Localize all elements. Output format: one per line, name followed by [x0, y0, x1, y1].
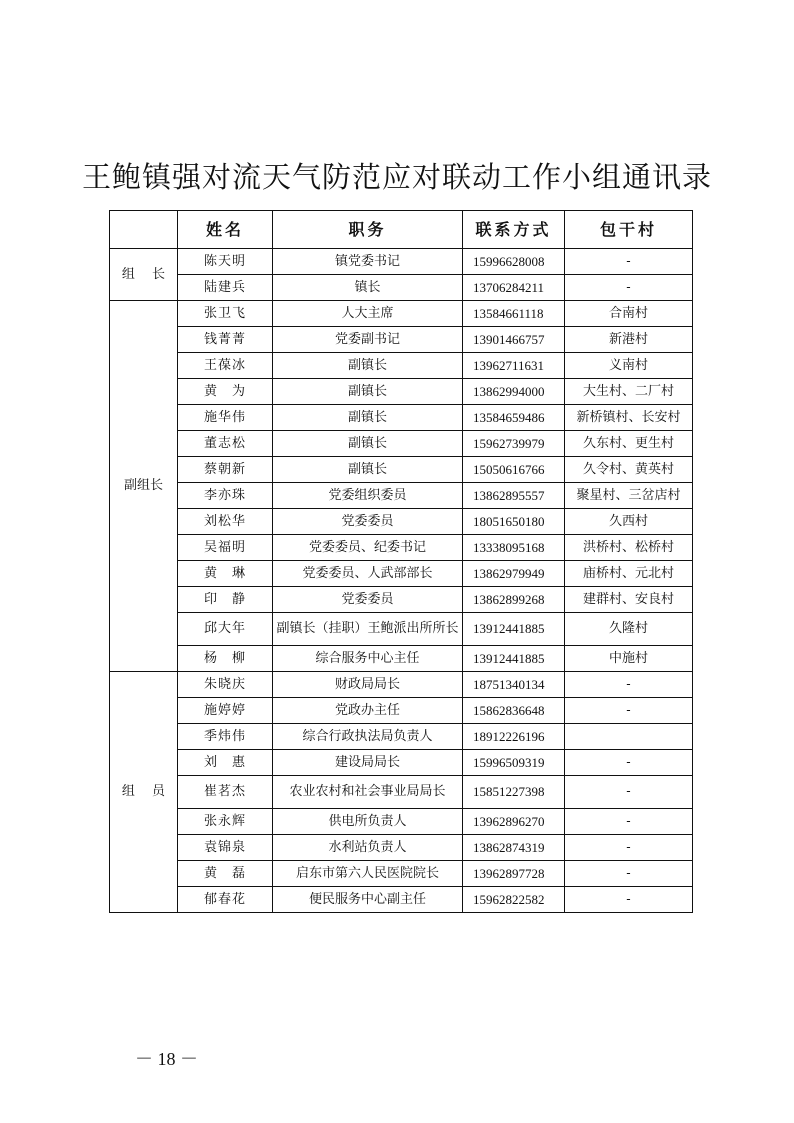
member-role: 镇长: [273, 275, 463, 301]
member-role: 副镇长（挂职）王鲍派出所所长: [273, 613, 463, 646]
member-phone: 18912226196: [463, 724, 565, 750]
table-header-row: [110, 211, 693, 249]
group-label: 副组长: [110, 301, 178, 672]
member-village: -: [565, 275, 693, 301]
header-role: 职务: [273, 211, 463, 249]
member-role: 党委组织委员: [273, 483, 463, 509]
member-phone: 13706284211: [463, 275, 565, 301]
member-role: 党委委员: [273, 587, 463, 613]
member-name: 张卫飞: [178, 301, 273, 327]
member-role: 党政办主任: [273, 698, 463, 724]
member-name: 季炜伟: [178, 724, 273, 750]
member-village: 义南村: [565, 353, 693, 379]
table-row: [110, 750, 693, 776]
header-group: [110, 211, 178, 249]
member-role: 水利站负责人: [273, 835, 463, 861]
member-role: 综合服务中心主任: [273, 646, 463, 672]
member-phone: 13862994000: [463, 379, 565, 405]
member-name: 陈天明: [178, 249, 273, 275]
table-row: [110, 301, 693, 327]
header-name: 姓名: [178, 211, 273, 249]
member-name: 黄 琳: [178, 561, 273, 587]
member-village: -: [565, 861, 693, 887]
table-row: [110, 861, 693, 887]
member-phone: 13862979949: [463, 561, 565, 587]
member-role: 财政局局长: [273, 672, 463, 698]
member-village: 新桥镇村、长安村: [565, 405, 693, 431]
header-village: 包干村: [565, 211, 693, 249]
member-village: -: [565, 809, 693, 835]
member-village: -: [565, 672, 693, 698]
member-role: 供电所负责人: [273, 809, 463, 835]
table-row: [110, 275, 693, 301]
table-row: [110, 379, 693, 405]
member-role: 便民服务中心副主任: [273, 887, 463, 913]
member-name: 黄 磊: [178, 861, 273, 887]
table-row: [110, 353, 693, 379]
member-village: [565, 724, 693, 750]
member-role: 镇党委书记: [273, 249, 463, 275]
member-role: 启东市第六人民医院院长: [273, 861, 463, 887]
member-name: 施婷婷: [178, 698, 273, 724]
member-name: 蔡朝新: [178, 457, 273, 483]
member-phone: 15996628008: [463, 249, 565, 275]
member-name: 邱大年: [178, 613, 273, 646]
member-village: 洪桥村、松桥村: [565, 535, 693, 561]
member-name: 黄 为: [178, 379, 273, 405]
member-name: 吴福明: [178, 535, 273, 561]
table-row: [110, 431, 693, 457]
member-phone: 13962897728: [463, 861, 565, 887]
member-phone: 13962711631: [463, 353, 565, 379]
member-role: 党委委员、纪委书记: [273, 535, 463, 561]
group-label: 组 员: [110, 672, 178, 913]
member-name: 董志松: [178, 431, 273, 457]
member-role: 党委副书记: [273, 327, 463, 353]
member-name: 朱晓庆: [178, 672, 273, 698]
table-row: [110, 776, 693, 809]
member-phone: 13912441885: [463, 613, 565, 646]
table-row: [110, 809, 693, 835]
member-village: 中施村: [565, 646, 693, 672]
table-row: [110, 249, 693, 275]
member-role: 副镇长: [273, 431, 463, 457]
member-name: 刘松华: [178, 509, 273, 535]
member-village: 久令村、黄英村: [565, 457, 693, 483]
table-row: [110, 457, 693, 483]
member-role: 人大主席: [273, 301, 463, 327]
member-role: 副镇长: [273, 379, 463, 405]
member-name: 王葆冰: [178, 353, 273, 379]
member-name: 陆建兵: [178, 275, 273, 301]
member-role: 党委委员: [273, 509, 463, 535]
member-role: 农业农村和社会事业局局长: [273, 776, 463, 809]
document-title: 王鲍镇强对流天气防范应对联动工作小组通讯录: [81, 160, 712, 194]
member-name: 钱菁菁: [178, 327, 273, 353]
member-phone: 13862899268: [463, 587, 565, 613]
member-role: 副镇长: [273, 405, 463, 431]
member-village: -: [565, 249, 693, 275]
member-phone: 18051650180: [463, 509, 565, 535]
member-name: 施华伟: [178, 405, 273, 431]
member-village: 新港村: [565, 327, 693, 353]
member-role: 副镇长: [273, 457, 463, 483]
member-name: 崔茗杰: [178, 776, 273, 809]
page-number: － 18 －: [135, 1049, 198, 1069]
member-phone: 13962896270: [463, 809, 565, 835]
table-row: [110, 672, 693, 698]
table-row: [110, 587, 693, 613]
member-phone: 13584661118: [463, 301, 565, 327]
member-phone: 15851227398: [463, 776, 565, 809]
member-village: 合南村: [565, 301, 693, 327]
member-name: 郁春花: [178, 887, 273, 913]
member-village: 庙桥村、元北村: [565, 561, 693, 587]
member-village: 聚星村、三岔店村: [565, 483, 693, 509]
table-row: [110, 724, 693, 750]
member-village: -: [565, 887, 693, 913]
table-row: [110, 646, 693, 672]
member-phone: 18751340134: [463, 672, 565, 698]
table-row: [110, 887, 693, 913]
table-row: [110, 509, 693, 535]
member-phone: 13584659486: [463, 405, 565, 431]
member-phone: 15050616766: [463, 457, 565, 483]
member-village: -: [565, 750, 693, 776]
table-row: [110, 535, 693, 561]
header-contact: 联系方式: [463, 211, 565, 249]
member-role: 建设局局长: [273, 750, 463, 776]
table-row: [110, 613, 693, 646]
member-name: 杨 柳: [178, 646, 273, 672]
member-name: 袁锦泉: [178, 835, 273, 861]
table-row: [110, 835, 693, 861]
member-role: 综合行政执法局负责人: [273, 724, 463, 750]
member-village: 建群村、安良村: [565, 587, 693, 613]
member-village: 久西村: [565, 509, 693, 535]
member-phone: 13338095168: [463, 535, 565, 561]
member-phone: 15962822582: [463, 887, 565, 913]
member-phone: 13912441885: [463, 646, 565, 672]
contact-table: [109, 210, 693, 913]
group-label: 组 长: [110, 249, 178, 301]
member-role: 副镇长: [273, 353, 463, 379]
member-phone: 13862874319: [463, 835, 565, 861]
member-village: 久隆村: [565, 613, 693, 646]
table-row: [110, 698, 693, 724]
table-row: [110, 483, 693, 509]
member-role: 党委委员、人武部部长: [273, 561, 463, 587]
member-phone: 13862895557: [463, 483, 565, 509]
table-row: [110, 561, 693, 587]
member-name: 印 静: [178, 587, 273, 613]
member-village: -: [565, 835, 693, 861]
member-phone: 13901466757: [463, 327, 565, 353]
member-name: 李亦珠: [178, 483, 273, 509]
table-row: [110, 327, 693, 353]
table-row: [110, 405, 693, 431]
table-body: [110, 249, 693, 913]
member-phone: 15962739979: [463, 431, 565, 457]
member-name: 张永辉: [178, 809, 273, 835]
member-village: 久东村、更生村: [565, 431, 693, 457]
member-name: 刘 惠: [178, 750, 273, 776]
member-village: 大生村、二厂村: [565, 379, 693, 405]
member-phone: 15996509319: [463, 750, 565, 776]
member-phone: 15862836648: [463, 698, 565, 724]
member-village: -: [565, 776, 693, 809]
member-village: -: [565, 698, 693, 724]
